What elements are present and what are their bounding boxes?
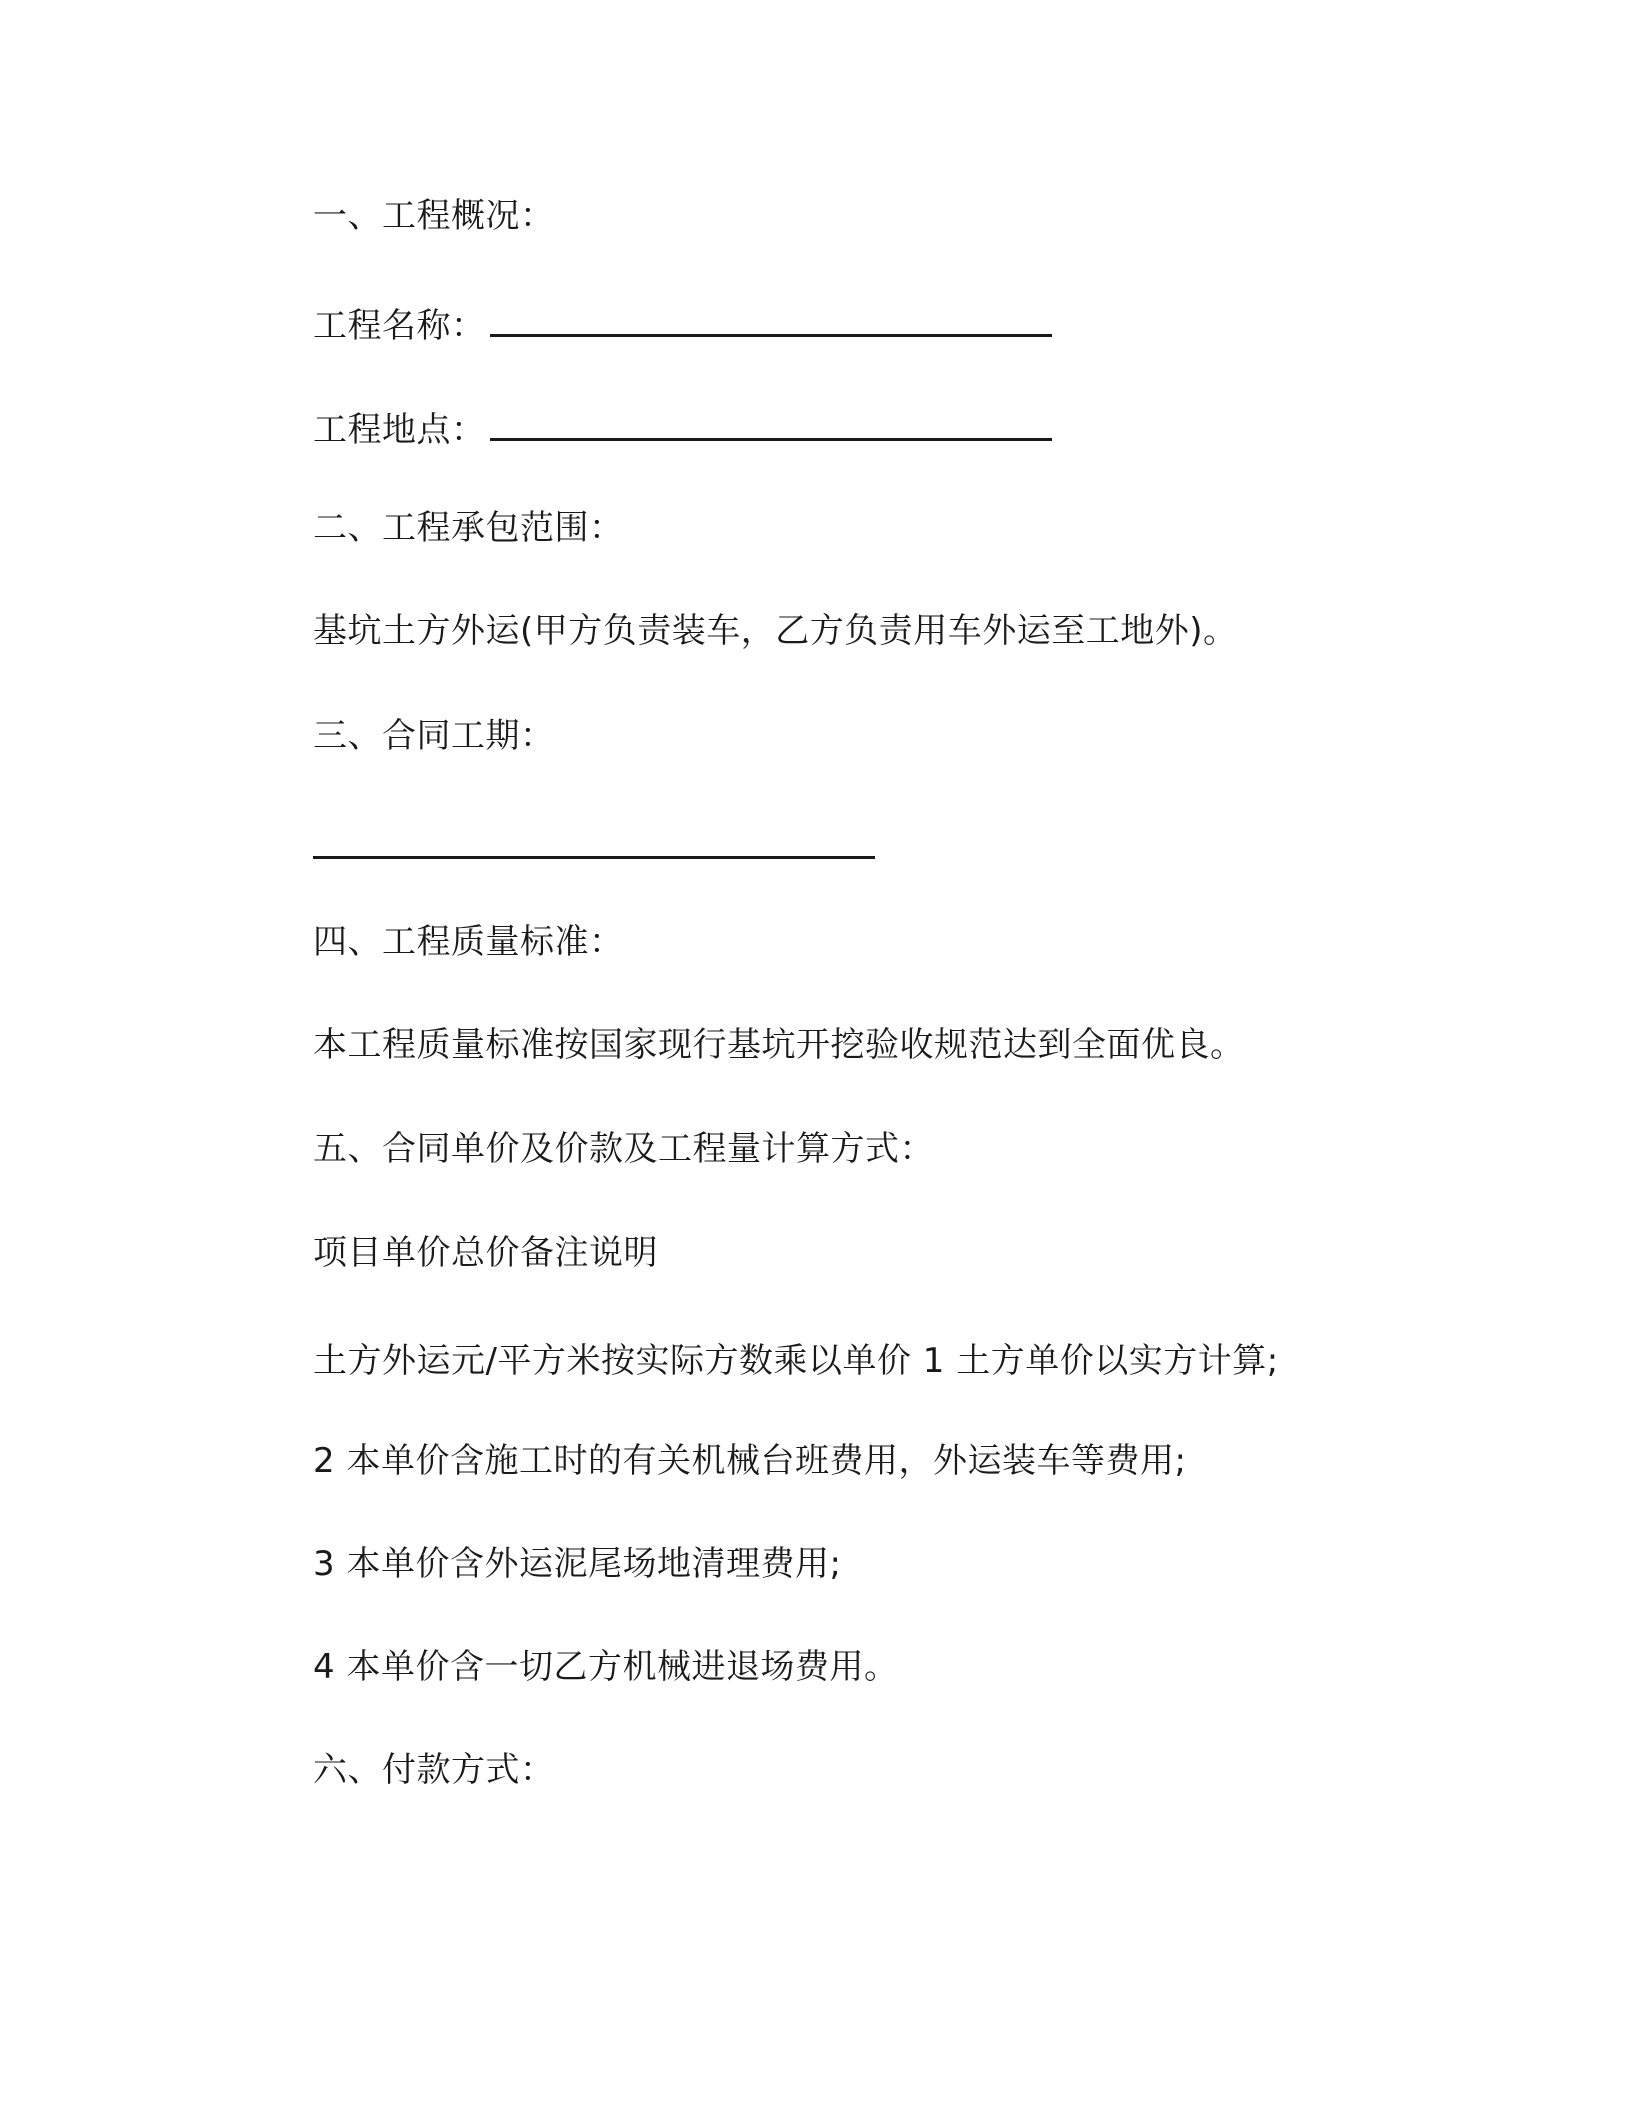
- project-name-row: [313, 304, 1052, 347]
- project-location-label: 工程地点：: [313, 410, 486, 450]
- contract-period-blank: [313, 826, 875, 859]
- project-name-label: 工程名称：: [313, 306, 486, 346]
- section-1-heading: 一、工程概况：: [313, 196, 555, 236]
- quality-text: 本工程质量标准按国家现行基坑开挖验收规范达到全面优良。: [313, 1025, 1245, 1065]
- section-2-heading: 二、工程承包范围：: [313, 508, 624, 548]
- pricing-line-3: 3 本单价含外运泥尾场地清理费用;: [313, 1544, 842, 1584]
- section-6-heading: 六、付款方式：: [313, 1750, 555, 1790]
- project-location-blank: [490, 408, 1052, 441]
- project-name-blank: [490, 304, 1052, 337]
- pricing-line-4: 4 本单价含一切乙方机械进退场费用。: [313, 1647, 899, 1687]
- contract-period-row: [313, 826, 875, 869]
- pricing-line-1: 土方外运元/平方米按实际方数乘以单价 1 土方单价以实方计算;: [313, 1341, 1279, 1381]
- pricing-table-header: 项目单价总价备注说明: [313, 1233, 658, 1273]
- section-4-heading: 四、工程质量标准：: [313, 922, 624, 962]
- section-3-heading: 三、合同工期：: [313, 716, 555, 756]
- project-location-row: [313, 408, 1052, 451]
- scope-text: 基坑土方外运(甲方负责装车，乙方负责用车外运至工地外)。: [313, 611, 1238, 651]
- pricing-line-2: 2 本单价含施工时的有关机械台班费用，外运装车等费用;: [313, 1441, 1187, 1481]
- section-5-heading: 五、合同单价及价款及工程量计算方式：: [313, 1129, 934, 1169]
